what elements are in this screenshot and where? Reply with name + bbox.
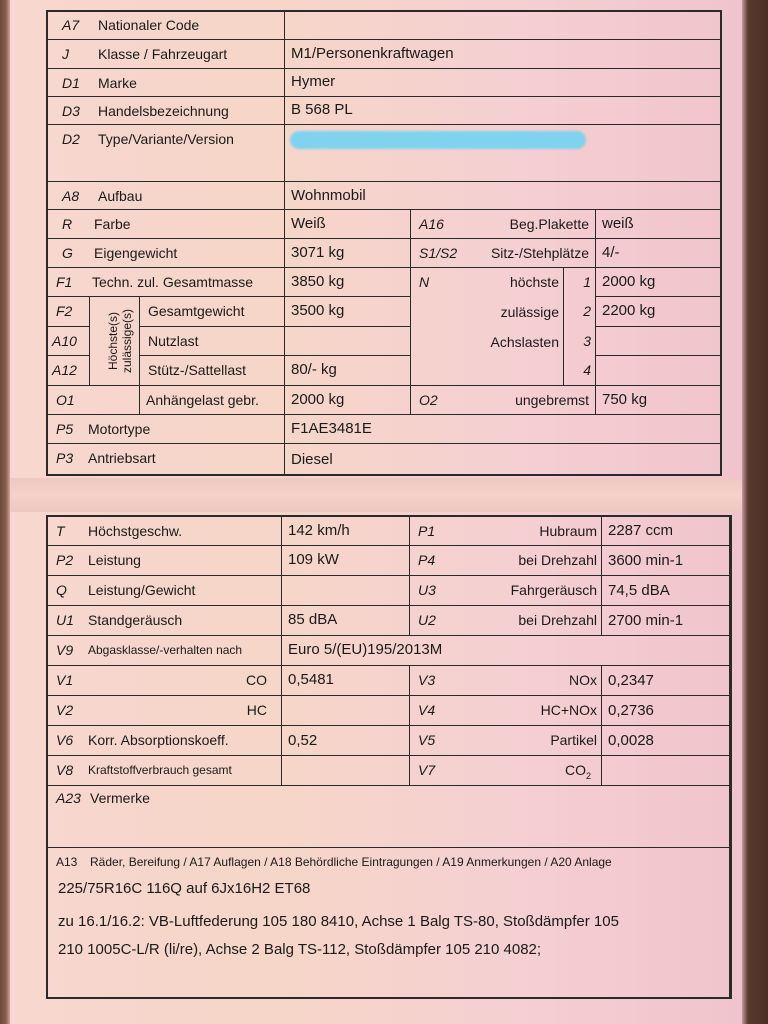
- row-v1-value: 0,5481: [282, 666, 410, 696]
- row-o1-code: O1: [48, 386, 140, 415]
- row-a10: Nutzlast: [140, 327, 285, 356]
- row-v1: V1 CO: [48, 666, 282, 696]
- row-d3-value: B 568 PL: [285, 97, 721, 125]
- row-g-value: 3071 kg: [285, 239, 411, 268]
- row-v4: V4 HC+NOx: [410, 696, 602, 726]
- row-a16-value: weiß: [596, 210, 721, 239]
- row-r-value: Weiß: [285, 210, 411, 239]
- axle-value-3: [596, 327, 721, 356]
- row-v8: V8 Kraftstoffverbrauch gesamt: [48, 756, 282, 786]
- row-v2: V2 HC: [48, 696, 282, 726]
- row-d1-value: Hymer: [285, 69, 721, 97]
- row-v8-value: [282, 756, 410, 786]
- row-v9: V9 Abgasklasse/-verhalten nach: [48, 636, 282, 666]
- row-v5: V5 Partikel: [410, 726, 602, 756]
- row-u1: U1 Standgeräusch: [48, 606, 282, 636]
- row-t-value: 142 km/h: [282, 517, 410, 546]
- note-line-3: 210 1005C-L/R (li/re), Achse 2 Balg TS-112, Stoßdämpfer 105 210 4082;: [58, 941, 542, 958]
- row-v6: V6 Korr. Absorptionskoeff.: [48, 726, 282, 756]
- row-a23: A23 Vermerke: [48, 786, 730, 848]
- row-a7: A7 Nationaler Code: [48, 12, 285, 40]
- row-f2: Gesamtgewicht: [140, 297, 285, 327]
- row-o2-value: 750 kg: [596, 386, 721, 415]
- row-o1-value: 2000 kg: [285, 386, 411, 415]
- row-a8-value: Wohnmobil: [285, 182, 721, 210]
- row-a12-code: A12: [48, 356, 90, 386]
- row-g: G Eigengewicht: [48, 239, 285, 268]
- row-a12-value: 80/- kg: [285, 356, 411, 386]
- row-d3: D3 Handelsbezeichnung: [48, 97, 285, 125]
- row-v4-value: 0,2736: [602, 696, 730, 726]
- axle-value-2: 2200 kg: [596, 297, 721, 327]
- axle-value-1: 2000 kg: [596, 268, 721, 297]
- axle-num-2: 2: [563, 297, 596, 327]
- axle-num-4: 4: [563, 356, 596, 386]
- axle-value-4: [596, 356, 721, 386]
- row-v5-value: 0,0028: [602, 726, 730, 756]
- row-d2: D2 Type/Variante/Version: [48, 125, 285, 182]
- note-line-2: zu 16.1/16.2: VB-Luftfederung 105 180 8410, Achse 1 Balg TS-80, Stoßdämpfer 105: [58, 913, 619, 930]
- row-v6-value: 0,52: [282, 726, 410, 756]
- row-u1-value: 85 dBA: [282, 606, 410, 636]
- row-p5: P5 Motortype: [48, 415, 285, 444]
- row-o2: O2 ungebremst: [411, 386, 596, 415]
- row-p2: P2 Leistung: [48, 546, 282, 576]
- row-p5-value: F1AE3481E: [285, 415, 721, 444]
- row-v7: V7 $CO_2$: [410, 756, 602, 786]
- row-j: J Klasse / Fahrzeugart: [48, 40, 285, 69]
- row-p2-value: 109 kW: [282, 546, 410, 576]
- row-j-value: M1/Personenkraftwagen: [285, 40, 721, 69]
- row-v9-value: Euro 5/(EU)195/2013M: [282, 636, 730, 666]
- row-p3-value: Diesel: [285, 444, 721, 475]
- row-u3: U3 Fahrgeräusch: [410, 576, 602, 606]
- row-a10-code: A10: [48, 327, 90, 356]
- row-a12: Stütz-/Sattellast: [140, 356, 285, 386]
- row-a13: A13 Räder, Bereifung / A17 Auflagen / A18 Behördliche Eintragungen / A19 Anmerkungen / A20 Anlage: [48, 848, 730, 997]
- row-p3: P3 Antriebsart: [48, 444, 285, 475]
- row-v2-value: [282, 696, 410, 726]
- row-d1: D1 Marke: [48, 69, 285, 97]
- row-v7-value: [602, 756, 730, 786]
- axle-load-block: N höchste zulässige Achslasten: [411, 268, 596, 386]
- co2-label: $CO_2$: [564, 762, 591, 781]
- row-o1: Anhängelast gebr.: [140, 386, 285, 415]
- row-r: R Farbe: [48, 210, 285, 239]
- row-u2-value: 2700 min-1: [602, 606, 730, 636]
- redacted-type-variant: [290, 131, 586, 149]
- row-a16: A16 Beg.Plakette: [411, 210, 596, 239]
- paper-fold: [10, 478, 742, 512]
- vertical-label-cell: Höchste(s) zulässige(s): [90, 297, 140, 386]
- row-u3-value: 74,5 dBA: [602, 576, 730, 606]
- row-a8: A8 Aufbau: [48, 182, 285, 210]
- row-t: T Höchstgeschw.: [48, 517, 282, 546]
- row-f2-value: 3500 kg: [285, 297, 411, 327]
- row-f1-value: 3850 kg: [285, 268, 411, 297]
- axle-num-1: 1: [563, 268, 596, 297]
- axle-num-3: 3: [563, 327, 596, 356]
- row-q: Q Leistung/Gewicht: [48, 576, 282, 606]
- row-p4: P4 bei Drehzahl: [410, 546, 602, 576]
- row-s1s2: S1/S2 Sitz-/Stehplätze: [411, 239, 596, 268]
- row-f1: F1 Techn. zul. Gesamtmasse: [48, 268, 285, 297]
- row-p1: P1 Hubraum: [410, 517, 602, 546]
- row-v3: V3 NOx: [410, 666, 602, 696]
- row-p1-value: 2287 ccm: [602, 517, 730, 546]
- row-s1s2-value: 4/-: [596, 239, 721, 268]
- row-a10-value: [285, 327, 411, 356]
- row-v3-value: 0,2347: [602, 666, 730, 696]
- note-line-1: 225/75R16C 116Q auf 6Jx16H2 ET68: [58, 880, 311, 897]
- row-u2: U2 bei Drehzahl: [410, 606, 602, 636]
- row-p4-value: 3600 min-1: [602, 546, 730, 576]
- row-f2-code: F2: [48, 297, 90, 327]
- row-q-value: [282, 576, 410, 606]
- row-a7-value: [285, 12, 721, 40]
